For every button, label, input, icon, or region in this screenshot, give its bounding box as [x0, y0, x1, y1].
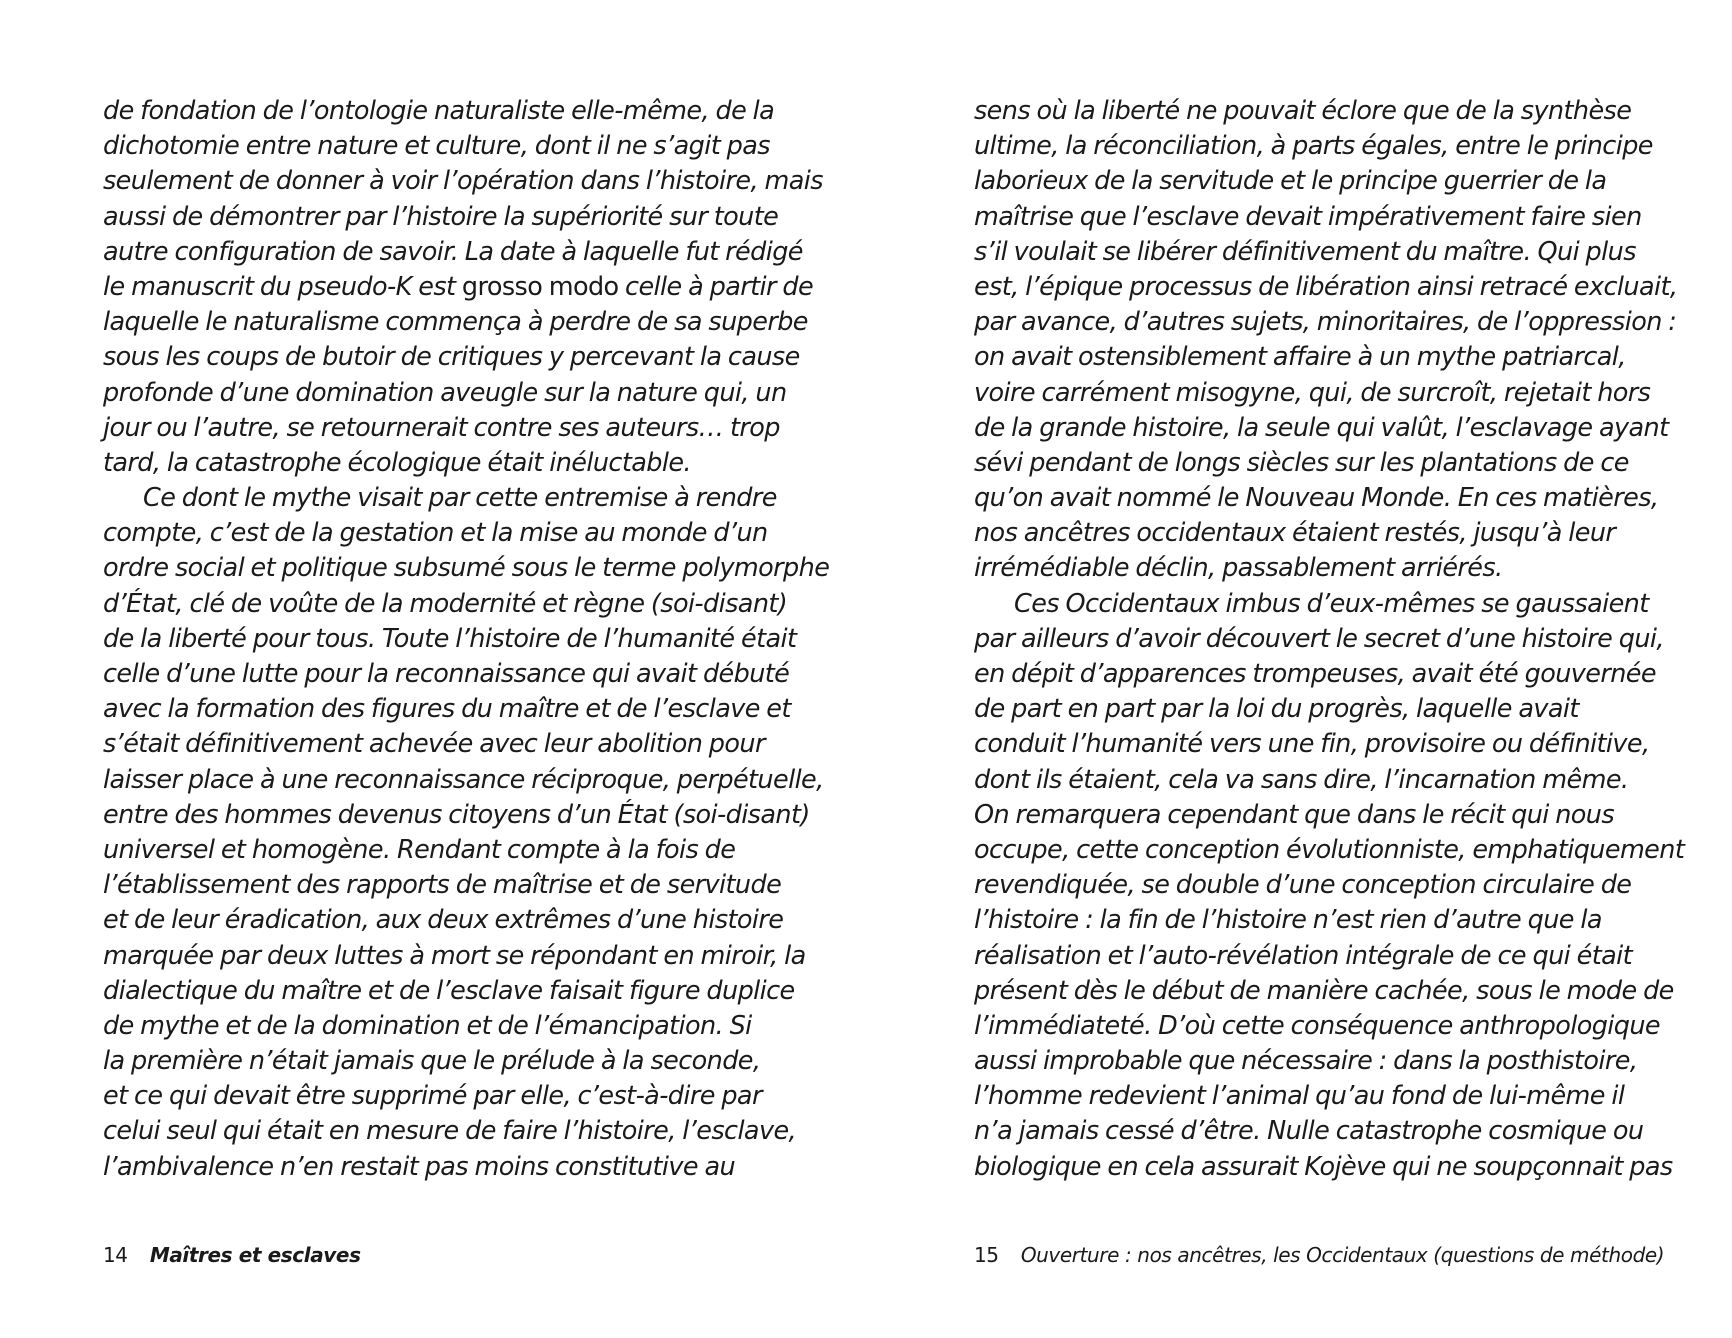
text-line: par avance, d’autres sujets, minoritaires, de l’oppression : — [974, 307, 1677, 338]
page-number: 15 — [974, 1243, 999, 1267]
right-page — [866, 0, 1732, 1338]
paragraph-first-line: Ce dont le mythe visait par cette entremise à rendre — [143, 483, 777, 514]
text-line: laborieux de la servitude et le principe guerrier de la — [974, 166, 1607, 197]
text-line: ultime, la réconciliation, à parts égales, entre le principe — [974, 131, 1653, 162]
text-line: On remarquera cependant que dans le récit qui nous — [974, 799, 1615, 830]
text-line: est, l’épique processus de libération ainsi retracé excluait, — [974, 271, 1678, 302]
text-line: celui seul qui était en mesure de faire l’histoire, l’esclave, — [103, 1116, 797, 1147]
text-line: voire carrément misogyne, qui, de surcroît, rejetait hors — [974, 377, 1651, 408]
text-line: de la liberté pour tous. Toute l’histoire de l’humanité était — [103, 623, 797, 654]
roman-emphasis: grosso modo — [461, 271, 619, 302]
text-line: on avait ostensiblement affaire à un mythe patriarcal, — [974, 342, 1626, 373]
text-line: ordre social et politique subsumé sous le terme polymorphe — [103, 553, 830, 584]
text-line: réalisation et l’auto-révélation intégrale de ce qui était — [974, 940, 1633, 971]
text-line: laisser place à une reconnaissance réciproque, perpétuelle, — [103, 764, 824, 795]
left-page-footer — [103, 1241, 361, 1269]
text-line — [103, 270, 829, 305]
text-line: entre des hommes devenus citoyens d’un État (soi-disant) — [103, 799, 810, 830]
text-line: la première n’était jamais que le prélude à la seconde, — [103, 1046, 761, 1077]
right-page-footer — [974, 1241, 1664, 1269]
text-line: sévi pendant de longs siècles sur les plantations de ce — [974, 447, 1629, 478]
text-line: d’État, clé de voûte de la modernité et règne (soi-disant) — [103, 588, 788, 619]
text-line: profonde d’une domination aveugle sur la nature qui, un — [103, 377, 787, 408]
text-line: irrémédiable déclin, passablement arriérés. — [974, 553, 1503, 584]
text-line: s’était définitivement achevée avec leur abolition pour — [103, 729, 765, 760]
text-line: aussi improbable que nécessaire : dans la posthistoire, — [974, 1046, 1638, 1077]
text-line: l’immédiateté. D’où cette conséquence anthropologique — [974, 1010, 1661, 1041]
text-line: de fondation de l’ontologie naturaliste elle-même, de la — [103, 96, 775, 126]
text-line: présent dès le début de manière cachée, sous le mode de — [974, 975, 1674, 1006]
text-segment: celle à partir de — [618, 271, 814, 302]
text-line: celle d’une lutte pour la reconnaissance qui avait débuté — [103, 659, 790, 689]
text-line: maîtrise que l’esclave devait impérativement faire sien — [974, 201, 1642, 232]
text-line: de mythe et de la domination et de l’émancipation. Si — [103, 1010, 752, 1041]
text-line: seulement de donner à voir l’opération dans l’histoire, mais — [103, 166, 823, 197]
text-line: de part en part par la loi du progrès, laquelle avait — [974, 694, 1579, 725]
text-line: universel et homogène. Rendant compte à la fois de — [103, 834, 736, 865]
text-line: en dépit d’apparences trompeuses, avait été gouvernée — [974, 659, 1656, 689]
text-line: jour ou l’autre, se retournerait contre ses auteurs… trop — [103, 412, 780, 443]
text-line: l’histoire : la fin de l’histoire n’est rien d’autre que la — [974, 905, 1602, 936]
text-line: par ailleurs d’avoir découvert le secret d’une histoire qui, — [974, 623, 1664, 654]
text-line: marquée par deux luttes à mort se répondant en miroir, la — [103, 940, 806, 971]
text-line: avec la formation des figures du maître et de l’esclave et — [103, 694, 791, 725]
text-line: nos ancêtres occidentaux étaient restés, jusqu’à leur — [974, 518, 1616, 549]
running-title: Maîtres et esclaves — [149, 1243, 361, 1267]
text-line: dialectique du maître et de l’esclave faisait figure duplice — [103, 975, 795, 1006]
text-line: sens où la liberté ne pouvait éclore que de la synthèse — [974, 96, 1632, 126]
text-line: laquelle le naturalisme commença à perdre de sa superbe — [103, 307, 808, 338]
page-number: 14 — [103, 1243, 128, 1267]
text-line: conduit l’humanité vers une fin, provisoire ou définitive, — [974, 729, 1650, 760]
text-line: qu’on avait nommé le Nouveau Monde. En ces matières, — [974, 483, 1659, 514]
text-segment: le manuscrit du pseudo-K est — [103, 271, 462, 302]
text-line: l’homme redevient l’animal qu’au fond de lui-même il — [974, 1081, 1625, 1112]
left-page-body-text — [103, 94, 829, 1185]
text-line: n’a jamais cessé d’être. Nulle catastrophe cosmique ou — [974, 1116, 1644, 1147]
text-line: et de leur éradication, aux deux extrêmes d’une histoire — [103, 905, 784, 936]
text-line: s’il voulait se libérer définitivement du maître. Qui plus — [974, 236, 1636, 267]
text-line: tard, la catastrophe écologique était inéluctable. — [103, 447, 691, 478]
text-line: de la grande histoire, la seule qui valût, l’esclavage ayant — [974, 412, 1669, 443]
paragraph-first-line: Ces Occidentaux imbus d’eux-mêmes se gaussaient — [1014, 588, 1649, 619]
text-line: l’ambivalence n’en restait pas moins constitutive au — [103, 1151, 736, 1182]
text-line: dont ils étaient, cela va sans dire, l’incarnation même. — [974, 764, 1629, 795]
running-title: Ouverture : nos ancêtres, les Occidentaux (questions de méthode) — [1020, 1243, 1665, 1267]
text-line: compte, c’est de la gestation et la mise au monde d’un — [103, 518, 768, 549]
text-line: occupe, cette conception évolutionniste, emphatiquement — [974, 834, 1685, 865]
text-line: et ce qui devait être supprimé par elle, c’est-à-dire par — [103, 1081, 762, 1112]
text-line: sous les coups de butoir de critiques y percevant la cause — [103, 342, 800, 373]
text-line: biologique en cela assurait Kojève qui ne soupçonnait pas — [974, 1151, 1673, 1182]
text-line: l’établissement des rapports de maîtrise et de servitude — [103, 870, 782, 901]
text-line: revendiquée, se double d’une conception circulaire de — [974, 870, 1632, 901]
text-line: dichotomie entre nature et culture, dont il ne s’agit pas — [103, 131, 770, 162]
text-line: autre configuration de savoir. La date à laquelle fut rédigé — [103, 236, 803, 267]
right-page-body-text — [974, 94, 1684, 1185]
text-line: aussi de démontrer par l’histoire la supériorité sur toute — [103, 201, 779, 232]
